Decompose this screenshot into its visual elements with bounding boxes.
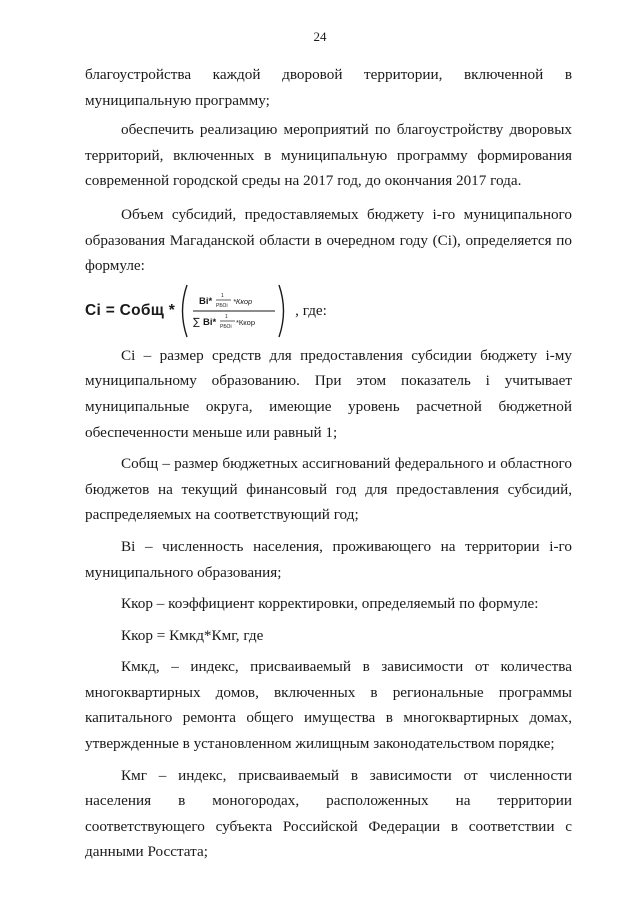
paragraph-2: обеспечить реализацию мероприятий по благоустройству дворовых территорий, включенных в муниципальную программу формирования современной городской среды на 2017 год, до окончания 2017 года. (85, 121, 572, 190)
left-paren (183, 285, 188, 337)
definition-kmkd: Кмкд, – индекс, присваиваемый в зависимости от количества многоквартирных домов, включенных в региональные программы капитального ремонта общего имущества в многоквартирных домах, утвержденные в установленном жилищным законодательством порядке; (85, 658, 572, 753)
formula-suffix: , где: (295, 301, 327, 319)
formula-fraction (179, 283, 289, 339)
right-paren (279, 285, 284, 337)
definition-sobsch: Собщ – размер бюджетных ассигнований федерального и областного бюджетов на текущий финансовый год для предоставления субсидий, распределяемых на соответствующий год; (85, 455, 572, 524)
definition-kmg: Кмг – индекс, присваиваемый в зависимости от численности населения в моногородах, расположенных на территории соответствующего субъекта Российской Федерации в соответствии с данными Росстата; (85, 766, 572, 861)
num-frac-bottom: РБОi (216, 302, 228, 309)
formula-lhs: Ci = Собщ * (85, 301, 176, 319)
formula-kkor: Ккор = Кмкд*Кмг, где (121, 626, 264, 644)
num-frac-top: 1 (221, 292, 224, 299)
definition-kkor: Ккор – коэффициент корректировки, определяемый по формуле: (121, 595, 539, 613)
den-main: Bi* (203, 316, 217, 328)
den-frac-top: 1 (225, 313, 228, 320)
definition-bi: Bi – численность населения, проживающего на территории i-го муниципального образования; (85, 537, 572, 581)
den-frac-bottom: РБОi (220, 323, 232, 330)
paragraph-1: благоустройства каждой дворовой территории, включенной в муниципальную программу; (85, 66, 572, 109)
definition-ci: Ci – размер средств для предоставления субсидии бюджету i-му муниципальному образованию. При этом показатель i учитывает муниципальные округа, имеющие уровень расчетной бюджетной обеспеченности меньше или равный 1; (85, 346, 572, 441)
document-body (85, 62, 572, 865)
den-sum: ∑ (193, 316, 200, 328)
den-tail: *Ккор (236, 317, 256, 327)
paragraph-3: Объем субсидий, предоставляемых бюджету i-го муниципального образования Магаданской области в очередном году (Ci), определяется по формуле: (85, 205, 572, 275)
num-main: Bi* (199, 295, 213, 307)
num-tail: *Ккор (233, 296, 253, 306)
subsidy-formula (85, 282, 572, 340)
page-number: 24 (313, 29, 327, 44)
